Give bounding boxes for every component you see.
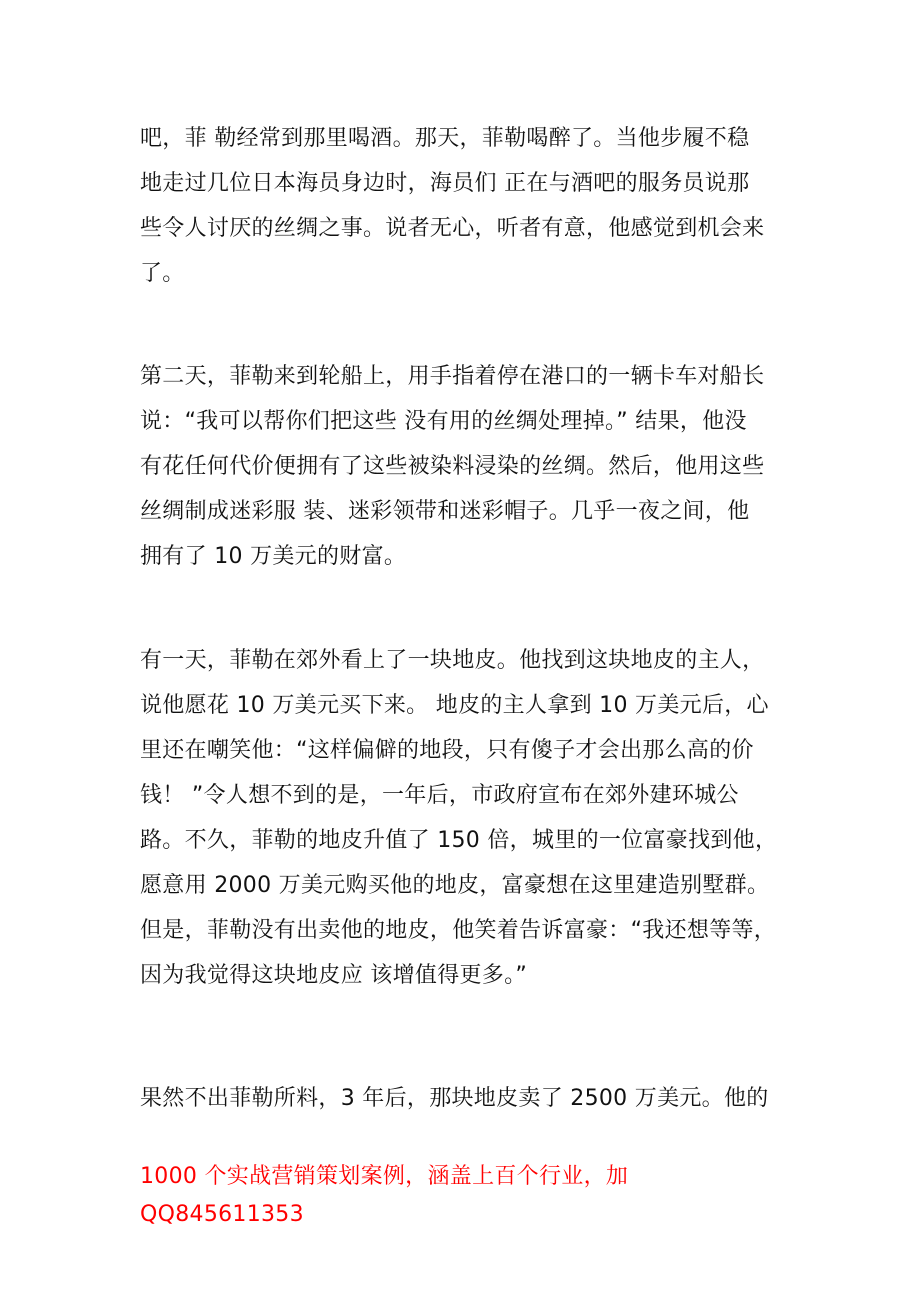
- text-line: 路。不久，菲勒的地皮升值了 150 倍，城里的一位富豪找到他，: [140, 828, 778, 853]
- text-line: 拥有了 10 万美元的财富。: [140, 544, 407, 569]
- text-line: 丝绸制成迷彩服 装、迷彩领带和迷彩帽子。几乎一夜之间，他: [140, 499, 750, 524]
- promo-text-line: 1000 个实战营销策划案例，涵盖上百个行业，加: [140, 1164, 629, 1189]
- paragraph-1: [140, 116, 790, 296]
- text-line: 果然不出菲勒所料，3 年后，那块地皮卖了 2500 万美元。他的: [140, 1086, 769, 1111]
- text-line: 有一天，菲勒在郊外看上了一块地皮。他找到这块地皮的主人，: [140, 648, 765, 673]
- text-line: 了。: [140, 261, 185, 286]
- paragraph-4: [140, 1076, 790, 1121]
- text-line: 钱！ ”令人想不到的是，一年后，市政府宣布在郊外建环城公: [140, 783, 739, 808]
- text-line: 但是，菲勒没有出卖他的地皮，他笑着告诉富豪：“我还想等等，: [140, 918, 777, 943]
- text-line: 因为我觉得这块地皮应 该增值得更多。”: [140, 963, 528, 988]
- text-line: 说他愿花 10 万美元买下来。 地皮的主人拿到 10 万美元后，心: [140, 693, 769, 718]
- text-line: 地走过几位日本海员身边时，海员们 正在与酒吧的服务员说那: [140, 171, 750, 196]
- paragraph-3: [140, 638, 790, 998]
- text-line: 愿意用 2000 万美元购买他的地皮，富豪想在这里建造别墅群。: [140, 873, 770, 898]
- text-line: 第二天，菲勒来到轮船上，用手指着停在港口的一辆卡车对船长: [140, 364, 765, 389]
- text-line: 说：“我可以帮你们把这些 没有用的丝绸处理掉。” 结果，他没: [140, 409, 747, 434]
- promo-qq-line: QQ845611353: [140, 1202, 304, 1227]
- text-line: 里还在嘲笑他：“这样偏僻的地段，只有傻子才会出那么高的价: [140, 738, 754, 763]
- text-line: 有花任何代价便拥有了这些被染料浸染的丝绸。然后，他用这些: [140, 454, 765, 479]
- promo-footer: [140, 1158, 790, 1234]
- text-line: 吧，菲 勒经常到那里喝酒。那天，菲勒喝醉了。当他步履不稳: [140, 126, 750, 151]
- text-line: 些令人讨厌的丝绸之事。说者无心，听者有意，他感觉到机会来: [140, 216, 765, 241]
- paragraph-2: [140, 354, 790, 579]
